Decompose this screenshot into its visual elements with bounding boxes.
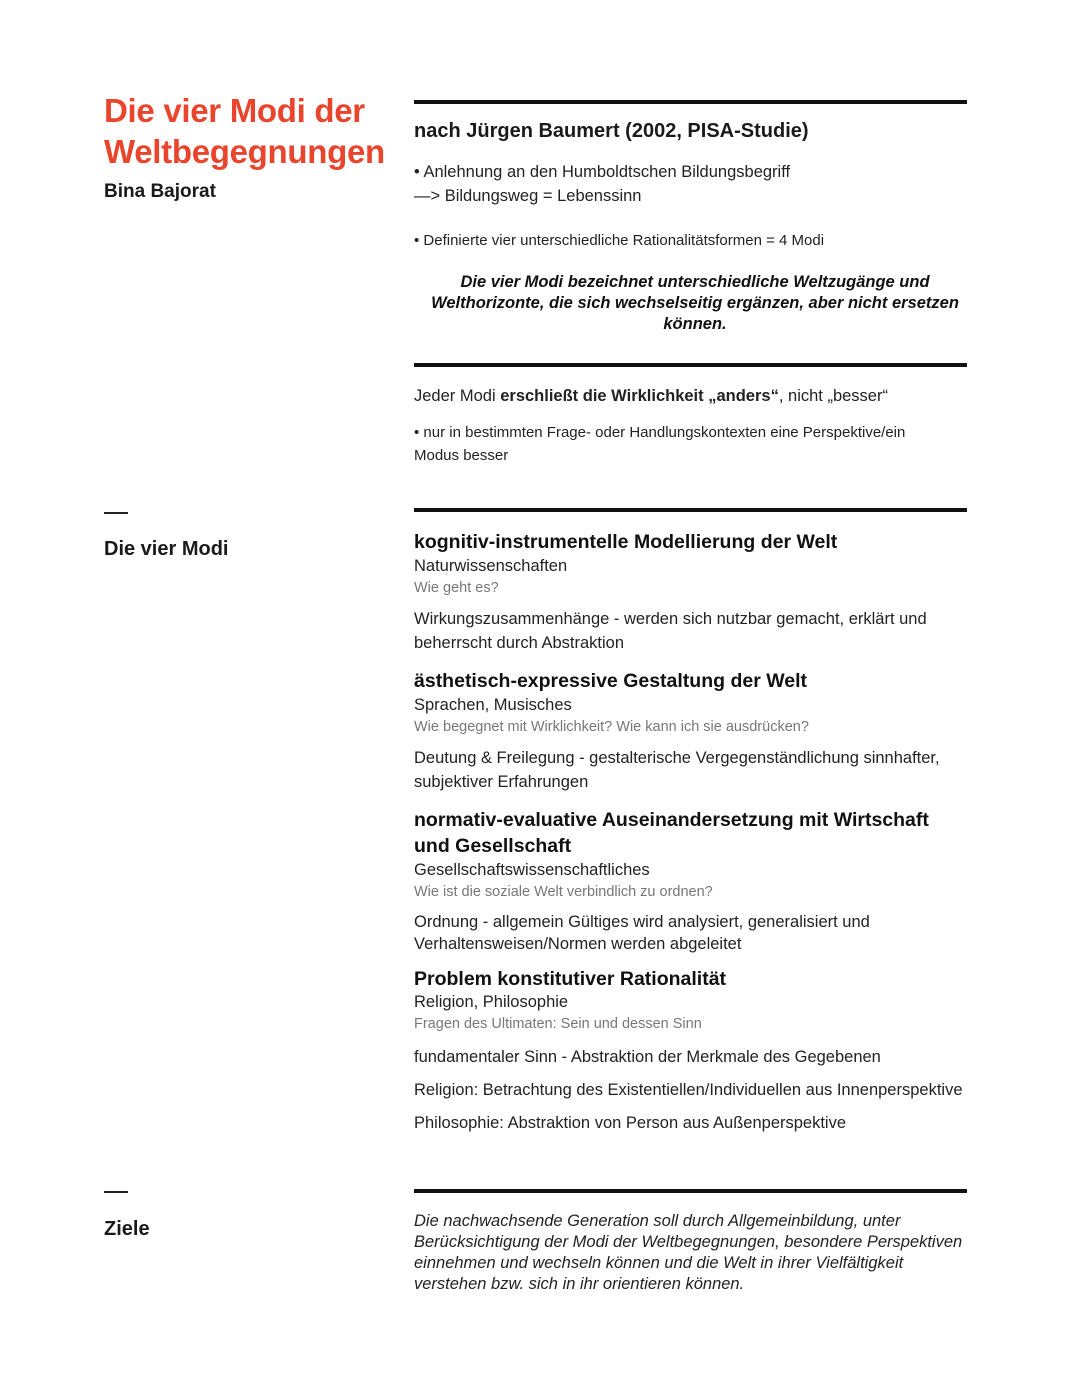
intro-quote: Die vier Modi bezeichnet unterschiedliche Weltzugänge und Welthorizonte, die sich wechselseitig ergänzen, aber nicht ersetzen können. xyxy=(431,273,959,333)
perspective-prefix: Jeder Modi xyxy=(414,387,501,405)
horizontal-rule xyxy=(414,508,967,512)
modus-question: Wie geht es? xyxy=(414,580,499,596)
page-title xyxy=(104,90,404,172)
intro-bullet-1-text: • Anlehnung an den Humboldtschen Bildungsbegriff xyxy=(414,163,791,181)
modus-question: Fragen des Ultimaten: Sein und dessen Sinn xyxy=(414,1016,702,1032)
ziele-text: Die nachwachsende Generation soll durch Allgemeinbildung, unter Berücksichtigung der Modi der Weltbegegnungen, besondere Perspektiven einnehmen und wechseln können und die Welt in ihrer Vielfältigkeit verstehen bzw. sich in ihr orientieren können. xyxy=(414,1212,963,1293)
modus-title: normativ-evaluative Auseinandersetzung mit Wirtschaft und Gesellschaft xyxy=(414,809,929,857)
section-divider-dash xyxy=(104,512,128,514)
modus-description: Deutung & Freilegung - gestalterische Vergegenständlichung sinnhafter, subjektiver Erfahrungen xyxy=(414,749,940,791)
title-line-2: Weltbegegnungen xyxy=(104,133,385,170)
intro-bullet-2: • Definierte vier unterschiedliche Rationalitätsformen = 4 Modi xyxy=(414,232,825,249)
modus-field: Naturwissenschaften xyxy=(414,557,568,575)
intro-bullet-1-continuation: —> Bildungsweg = Lebenssinn xyxy=(414,187,642,205)
intro-bullet-1 xyxy=(414,160,970,208)
horizontal-rule xyxy=(414,100,967,104)
modus-description: Philosophie: Abstraktion von Person aus Außenperspektive xyxy=(414,1114,847,1132)
modus-question: Wie ist die soziale Welt verbindlich zu ordnen? xyxy=(414,884,713,900)
perspective-emphasis: erschließt die Wirklichkeit „anders“ xyxy=(500,387,779,405)
perspective-statement xyxy=(414,384,970,408)
modus-field: Sprachen, Musisches xyxy=(414,696,572,714)
modus-1 xyxy=(414,529,970,655)
modus-title: ästhetisch-expressive Gestaltung der Welt xyxy=(414,670,808,692)
horizontal-rule xyxy=(414,1189,967,1193)
modus-description: Ordnung - allgemein Gültiges wird analysiert, generalisiert und Verhaltensweisen/Normen werden abgeleitet xyxy=(414,913,870,953)
modus-2 xyxy=(414,668,970,794)
modus-title: kognitiv-instrumentelle Modellierung der Welt xyxy=(414,531,838,553)
section-label-modi: Die vier Modi xyxy=(104,538,229,560)
horizontal-rule xyxy=(414,363,967,367)
perspective-suffix: , nicht „besser“ xyxy=(778,387,888,405)
intro-heading: nach Jürgen Baumert (2002, PISA-Studie) xyxy=(414,120,809,142)
modus-description: Wirkungszusammenhänge - werden sich nutzbar gemacht, erklärt und beherrscht durch Abstraktion xyxy=(414,610,927,652)
author-name: Bina Bajorat xyxy=(104,181,216,202)
modus-4 xyxy=(414,967,970,1135)
modus-field: Gesellschaftswissenschaftliches xyxy=(414,861,650,879)
modus-description: fundamentaler Sinn - Abstraktion der Merkmale des Gegebenen xyxy=(414,1048,881,1066)
modus-question: Wie begegnet mit Wirklichkeit? Wie kann ich sie ausdrücken? xyxy=(414,719,809,735)
modus-field: Religion, Philosophie xyxy=(414,993,569,1011)
perspective-note: • nur in bestimmten Frage- oder Handlungskontexten eine Perspektive/ein Modus besser xyxy=(414,424,906,464)
section-divider-dash xyxy=(104,1191,128,1193)
modus-3 xyxy=(414,807,970,955)
title-line-1: Die vier Modi der xyxy=(104,92,365,129)
modus-title: Problem konstitutiver Rationalität xyxy=(414,968,727,990)
modus-description: Religion: Betrachtung des Existentiellen/Individuellen aus Innenperspektive xyxy=(414,1081,963,1099)
section-label-ziele: Ziele xyxy=(104,1218,150,1240)
